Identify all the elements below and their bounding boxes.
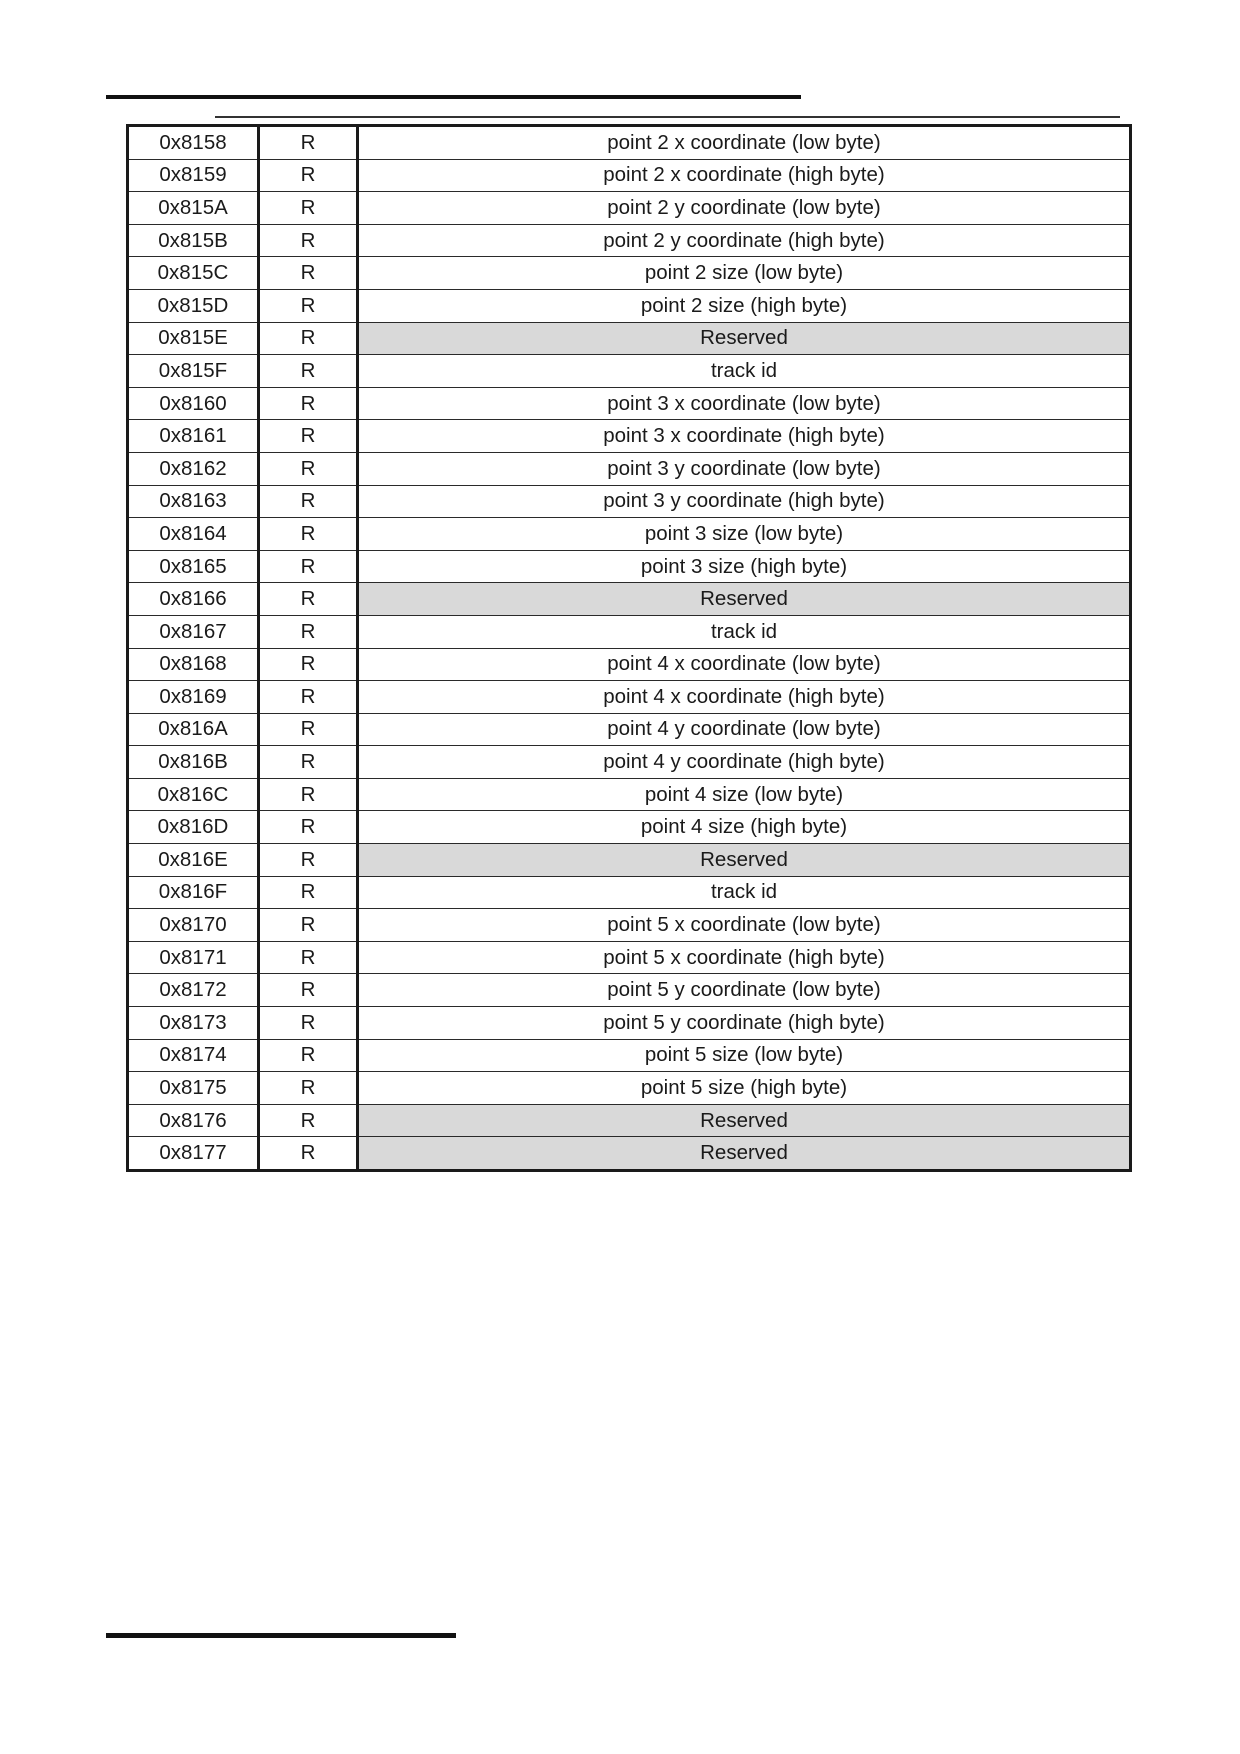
register-address: 0x815D <box>128 289 259 322</box>
table-row <box>128 941 1131 974</box>
register-description: point 4 x coordinate (low byte) <box>358 648 1131 681</box>
register-access: R <box>259 844 358 877</box>
register-description: point 4 size (high byte) <box>358 811 1131 844</box>
register-address: 0x816D <box>128 811 259 844</box>
register-access: R <box>259 583 358 616</box>
register-address: 0x8174 <box>128 1039 259 1072</box>
register-access: R <box>259 159 358 192</box>
register-address: 0x816B <box>128 746 259 779</box>
register-address: 0x8158 <box>128 126 259 160</box>
register-address: 0x815A <box>128 192 259 225</box>
table-row <box>128 289 1131 322</box>
register-address: 0x8168 <box>128 648 259 681</box>
footer-rule <box>106 1633 456 1638</box>
register-address: 0x8165 <box>128 550 259 583</box>
table-row <box>128 648 1131 681</box>
header-rule <box>106 95 801 99</box>
register-access: R <box>259 192 358 225</box>
register-access: R <box>259 681 358 714</box>
register-access: R <box>259 648 358 681</box>
register-description: point 3 y coordinate (high byte) <box>358 485 1131 518</box>
table-row <box>128 518 1131 551</box>
register-address: 0x8170 <box>128 909 259 942</box>
register-description: point 5 y coordinate (high byte) <box>358 1007 1131 1040</box>
register-access: R <box>259 485 358 518</box>
register-access: R <box>259 257 358 290</box>
register-description-reserved: Reserved <box>358 844 1131 877</box>
register-access: R <box>259 1007 358 1040</box>
register-description: point 5 size (low byte) <box>358 1039 1131 1072</box>
register-address: 0x8163 <box>128 485 259 518</box>
register-address: 0x8164 <box>128 518 259 551</box>
register-access: R <box>259 550 358 583</box>
table-row <box>128 583 1131 616</box>
register-access: R <box>259 518 358 551</box>
register-address: 0x8175 <box>128 1072 259 1105</box>
register-access: R <box>259 289 358 322</box>
register-description: point 5 y coordinate (low byte) <box>358 974 1131 1007</box>
register-access: R <box>259 452 358 485</box>
register-description: point 5 x coordinate (low byte) <box>358 909 1131 942</box>
register-description-reserved: Reserved <box>358 322 1131 355</box>
register-access: R <box>259 746 358 779</box>
register-description: point 3 x coordinate (low byte) <box>358 387 1131 420</box>
register-description-reserved: Reserved <box>358 1104 1131 1137</box>
table-row <box>128 1137 1131 1171</box>
register-description: point 4 size (low byte) <box>358 778 1131 811</box>
register-access: R <box>259 876 358 909</box>
register-description: point 2 size (low byte) <box>358 257 1131 290</box>
register-access: R <box>259 615 358 648</box>
register-address: 0x8167 <box>128 615 259 648</box>
table-row <box>128 257 1131 290</box>
register-description: point 4 y coordinate (high byte) <box>358 746 1131 779</box>
register-access: R <box>259 909 358 942</box>
header-rule-thin <box>215 116 1120 118</box>
register-description: point 2 x coordinate (high byte) <box>358 159 1131 192</box>
register-access: R <box>259 322 358 355</box>
register-access: R <box>259 387 358 420</box>
register-description: point 2 y coordinate (low byte) <box>358 192 1131 225</box>
table-row <box>128 452 1131 485</box>
register-address: 0x815B <box>128 224 259 257</box>
table-row <box>128 909 1131 942</box>
register-address: 0x816F <box>128 876 259 909</box>
table-row <box>128 420 1131 453</box>
table-row <box>128 1104 1131 1137</box>
register-access: R <box>259 1104 358 1137</box>
register-access: R <box>259 224 358 257</box>
register-address: 0x8171 <box>128 941 259 974</box>
table-row <box>128 1039 1131 1072</box>
table-row <box>128 1072 1131 1105</box>
register-address: 0x8177 <box>128 1137 259 1171</box>
table-row <box>128 192 1131 225</box>
table-row <box>128 974 1131 1007</box>
register-access: R <box>259 420 358 453</box>
register-description: track id <box>358 355 1131 388</box>
register-address: 0x815C <box>128 257 259 290</box>
register-address: 0x8173 <box>128 1007 259 1040</box>
register-description: point 5 x coordinate (high byte) <box>358 941 1131 974</box>
table-row <box>128 485 1131 518</box>
table-row <box>128 681 1131 714</box>
register-access: R <box>259 355 358 388</box>
register-description: point 3 x coordinate (high byte) <box>358 420 1131 453</box>
register-address: 0x815E <box>128 322 259 355</box>
register-description: point 4 x coordinate (high byte) <box>358 681 1131 714</box>
register-address: 0x8162 <box>128 452 259 485</box>
table-row <box>128 159 1131 192</box>
register-access: R <box>259 126 358 160</box>
table-row <box>128 876 1131 909</box>
register-address: 0x816C <box>128 778 259 811</box>
register-access: R <box>259 974 358 1007</box>
table-row <box>128 126 1131 160</box>
table-row <box>128 550 1131 583</box>
table-row <box>128 615 1131 648</box>
register-address: 0x816A <box>128 713 259 746</box>
register-description: point 3 y coordinate (low byte) <box>358 452 1131 485</box>
register-description: point 3 size (low byte) <box>358 518 1131 551</box>
register-description: point 5 size (high byte) <box>358 1072 1131 1105</box>
register-address: 0x8160 <box>128 387 259 420</box>
register-description: point 3 size (high byte) <box>358 550 1131 583</box>
register-table <box>126 124 1132 1172</box>
register-address: 0x8159 <box>128 159 259 192</box>
register-description-reserved: Reserved <box>358 583 1131 616</box>
table-row <box>128 811 1131 844</box>
register-address: 0x8166 <box>128 583 259 616</box>
table-row <box>128 746 1131 779</box>
register-description: point 4 y coordinate (low byte) <box>358 713 1131 746</box>
table-row <box>128 387 1131 420</box>
register-address: 0x8176 <box>128 1104 259 1137</box>
table-row <box>128 1007 1131 1040</box>
register-address: 0x816E <box>128 844 259 877</box>
register-access: R <box>259 713 358 746</box>
table-row <box>128 713 1131 746</box>
register-access: R <box>259 1072 358 1105</box>
register-access: R <box>259 811 358 844</box>
register-address: 0x8169 <box>128 681 259 714</box>
register-description-reserved: Reserved <box>358 1137 1131 1171</box>
register-description: track id <box>358 876 1131 909</box>
register-address: 0x815F <box>128 355 259 388</box>
register-table-body <box>128 126 1131 1171</box>
register-description: track id <box>358 615 1131 648</box>
register-access: R <box>259 1039 358 1072</box>
register-address: 0x8172 <box>128 974 259 1007</box>
register-access: R <box>259 941 358 974</box>
table-row <box>128 355 1131 388</box>
register-description: point 2 y coordinate (high byte) <box>358 224 1131 257</box>
register-description: point 2 x coordinate (low byte) <box>358 126 1131 160</box>
register-description: point 2 size (high byte) <box>358 289 1131 322</box>
table-row <box>128 778 1131 811</box>
register-access: R <box>259 1137 358 1171</box>
register-address: 0x8161 <box>128 420 259 453</box>
table-row <box>128 844 1131 877</box>
register-access: R <box>259 778 358 811</box>
table-row <box>128 224 1131 257</box>
table-row <box>128 322 1131 355</box>
